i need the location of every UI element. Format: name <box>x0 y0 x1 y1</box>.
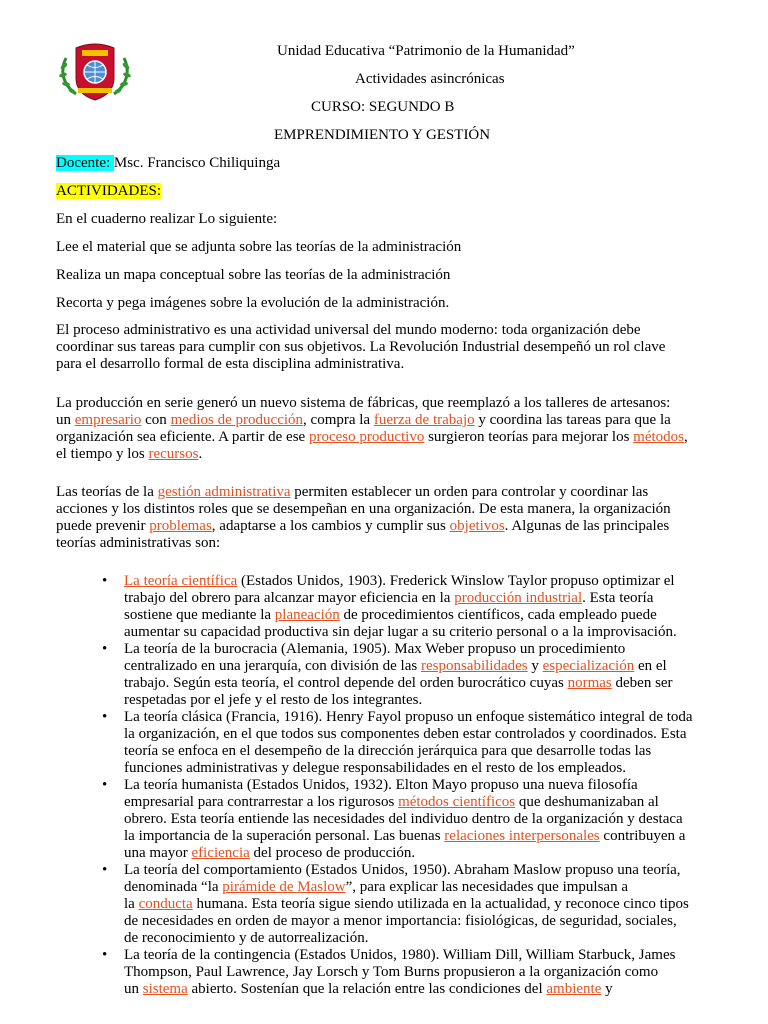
bullet-icon: • <box>102 777 108 793</box>
docente-label: Docente: <box>56 155 114 171</box>
link-metodos-cientificos[interactable]: métodos científicos <box>398 794 516 810</box>
link-ambiente[interactable]: ambiente <box>546 981 602 997</box>
link-relaciones-interpersonales[interactable]: relaciones interpersonales <box>444 828 600 844</box>
actividades-heading-text: ACTIVIDADES: <box>56 183 161 199</box>
text-line: para el desarrollo formal de esta disciplina administrativa. <box>56 356 405 372</box>
laurel-right-icon <box>114 58 132 95</box>
list-item: • La teoría humanista (Estados Unidos, 1932). Elton Mayo propuso una nueva filosofía empresarial para contrarrestar a los rigurosos métodos científicos que deshumanizaban al obrero. Esta teoría entiende las necesidades del individuo dentro de la organización y destaca la importancia de la superación personal. Las buenas relaciones interpersonales contribuyen a una mayor eficiencia del proceso de producción. <box>102 777 686 861</box>
link-especializacion[interactable]: especialización <box>542 658 635 674</box>
link-produccion-industrial[interactable]: producción industrial <box>454 590 583 606</box>
text-line: el tiempo y los recursos. <box>56 446 203 462</box>
link-proceso-productivo[interactable]: proceso productivo <box>308 429 425 445</box>
link-objetivos[interactable]: objetivos <box>449 518 505 534</box>
docente-name: Msc. Francisco Chiliquinga <box>113 155 281 171</box>
laurel-left-icon <box>59 58 77 95</box>
text-line: organización sea eficiente. A partir de ese proceso productivo surgieron teorías para mejorar los métodos, <box>56 429 688 445</box>
link-sistema[interactable]: sistema <box>142 981 188 997</box>
link-teoria-cientifica[interactable]: La teoría científica <box>124 573 238 589</box>
bullet-icon: • <box>102 947 108 963</box>
link-conducta[interactable]: conducta <box>138 896 193 912</box>
link-fuerza-de-trabajo[interactable]: fuerza de trabajo <box>373 412 475 428</box>
text-line: teorías administrativas son: <box>56 535 221 551</box>
list-item: • La teoría de la contingencia (Estados Unidos, 1980). William Dill, William Starbuck, James Thompson, Paul Lawrence, Jay Lorsch y Tom Burns propusieron a la organización como un sistema abierto. Sostenían que la relación entre las condiciones del ambiente y <box>102 947 676 997</box>
text-line: La producción en serie generó un nuevo sistema de fábricas, que reemplazó a los talleres de artesanos: <box>56 395 671 411</box>
link-empresario[interactable]: empresario <box>74 412 142 428</box>
link-metodos[interactable]: métodos <box>633 429 685 445</box>
link-recursos[interactable]: recursos <box>148 446 199 462</box>
activity-item: Recorta y pega imágenes sobre la evolución de la administración. <box>56 295 450 311</box>
link-responsabilidades[interactable]: responsabilidades <box>420 658 528 674</box>
production-paragraph <box>56 395 716 463</box>
bullet-icon: • <box>102 709 108 725</box>
list-item: • La teoría de la burocracia (Alemania, 1905). Max Weber propuso un procedimiento centralizado en una jerarquía, con división de las responsabilidades y especialización en el trabajo. Según esta teoría, el control depende del orden burocrático cuyas normas deben ser respetadas por el jefe y el resto de los integrantes. <box>102 641 673 708</box>
text-line: acciones y los distintos roles que se desempeñan en una organización. De esta manera, la organización <box>56 501 671 517</box>
link-gestion-administrativa[interactable]: gestión administrativa <box>157 484 291 500</box>
link-eficiencia[interactable]: eficiencia <box>191 845 250 861</box>
link-planeacion[interactable]: planeación <box>274 607 340 623</box>
docente-line <box>56 154 280 172</box>
text-line: El proceso administrativo es una actividad universal del mundo moderno: toda organización debe <box>56 322 641 338</box>
document-subtitle: Actividades asincrónicas <box>355 71 505 87</box>
bullet-icon: • <box>102 573 108 589</box>
institution-name: Unidad Educativa “Patrimonio de la Humanidad” <box>277 43 575 59</box>
actividades-heading <box>56 182 161 200</box>
list-item: • La teoría del comportamiento (Estados Unidos, 1950). Abraham Maslow propuso una teoría, denominada “la pirámide de Maslow”, para explicar las necesidades que impulsan a la conducta humana. Esta teoría sigue siendo utilizada en la actualidad, y reconoce cinco tipos de necesidades en orden de mayor a menor importancia: fisiológicas, de seguridad, sociales, de reconocimiento y de autorrealización. <box>102 862 689 946</box>
link-piramide-de-maslow[interactable]: pirámide de Maslow <box>222 879 346 895</box>
subject-title: EMPRENDIMIENTO Y GESTIÓN <box>274 127 491 143</box>
bullet-icon: • <box>102 862 108 878</box>
intro-paragraph <box>56 322 716 373</box>
course-label: CURSO: SEGUNDO B <box>311 99 455 115</box>
text-line: coordinar sus tareas para cumplir con sus objetivos. La Revolución Industrial desempeñó un rol clave <box>56 339 666 355</box>
list-item: • La teoría clásica (Francia, 1916). Henry Fayol propuso un enfoque sistemático integral de toda la organización, en el que todos sus componentes deben estar controlados y coordinados. Esta teoría se enfoca en el desempeño de la dirección jerárquica para que desarrolle todas las funciones administrativas y delegue responsabilidades en el resto de los empleados. <box>102 709 693 776</box>
activity-item: En el cuaderno realizar Lo siguiente: <box>56 211 278 227</box>
link-problemas[interactable]: problemas <box>149 518 212 534</box>
bullet-icon: • <box>102 641 108 657</box>
list-item: • La teoría científica (Estados Unidos, 1903). Frederick Winslow Taylor propuso optimizar el trabajo del obrero para alcanzar mayor eficiencia en la producción industrial. Esta teoría sostiene que mediante la planeación de procedimientos científicos, cada empleado puede aumentar su capacidad productiva sin dejar lugar a su criterio personal o a la improvisación. <box>102 573 677 640</box>
school-crest-logo <box>58 38 132 102</box>
text-line: Las teorías de la gestión administrativa permiten establecer un orden para controlar y coordinar las <box>56 484 649 500</box>
theories-list <box>100 573 720 998</box>
link-normas[interactable]: normas <box>567 675 612 691</box>
theories-intro-paragraph <box>56 484 716 552</box>
link-medios-de-produccion[interactable]: medios de producción <box>170 412 304 428</box>
activity-item: Lee el material que se adjunta sobre las teorías de la administración <box>56 239 462 255</box>
activity-item: Realiza un mapa conceptual sobre las teorías de la administración <box>56 267 451 283</box>
text-line: un empresario con medios de producción, compra la fuerza de trabajo y coordina las tareas para que la <box>56 412 671 428</box>
text-line: puede prevenir problemas, adaptarse a los cambios y cumplir sus objetivos. Algunas de las principales <box>56 518 670 534</box>
